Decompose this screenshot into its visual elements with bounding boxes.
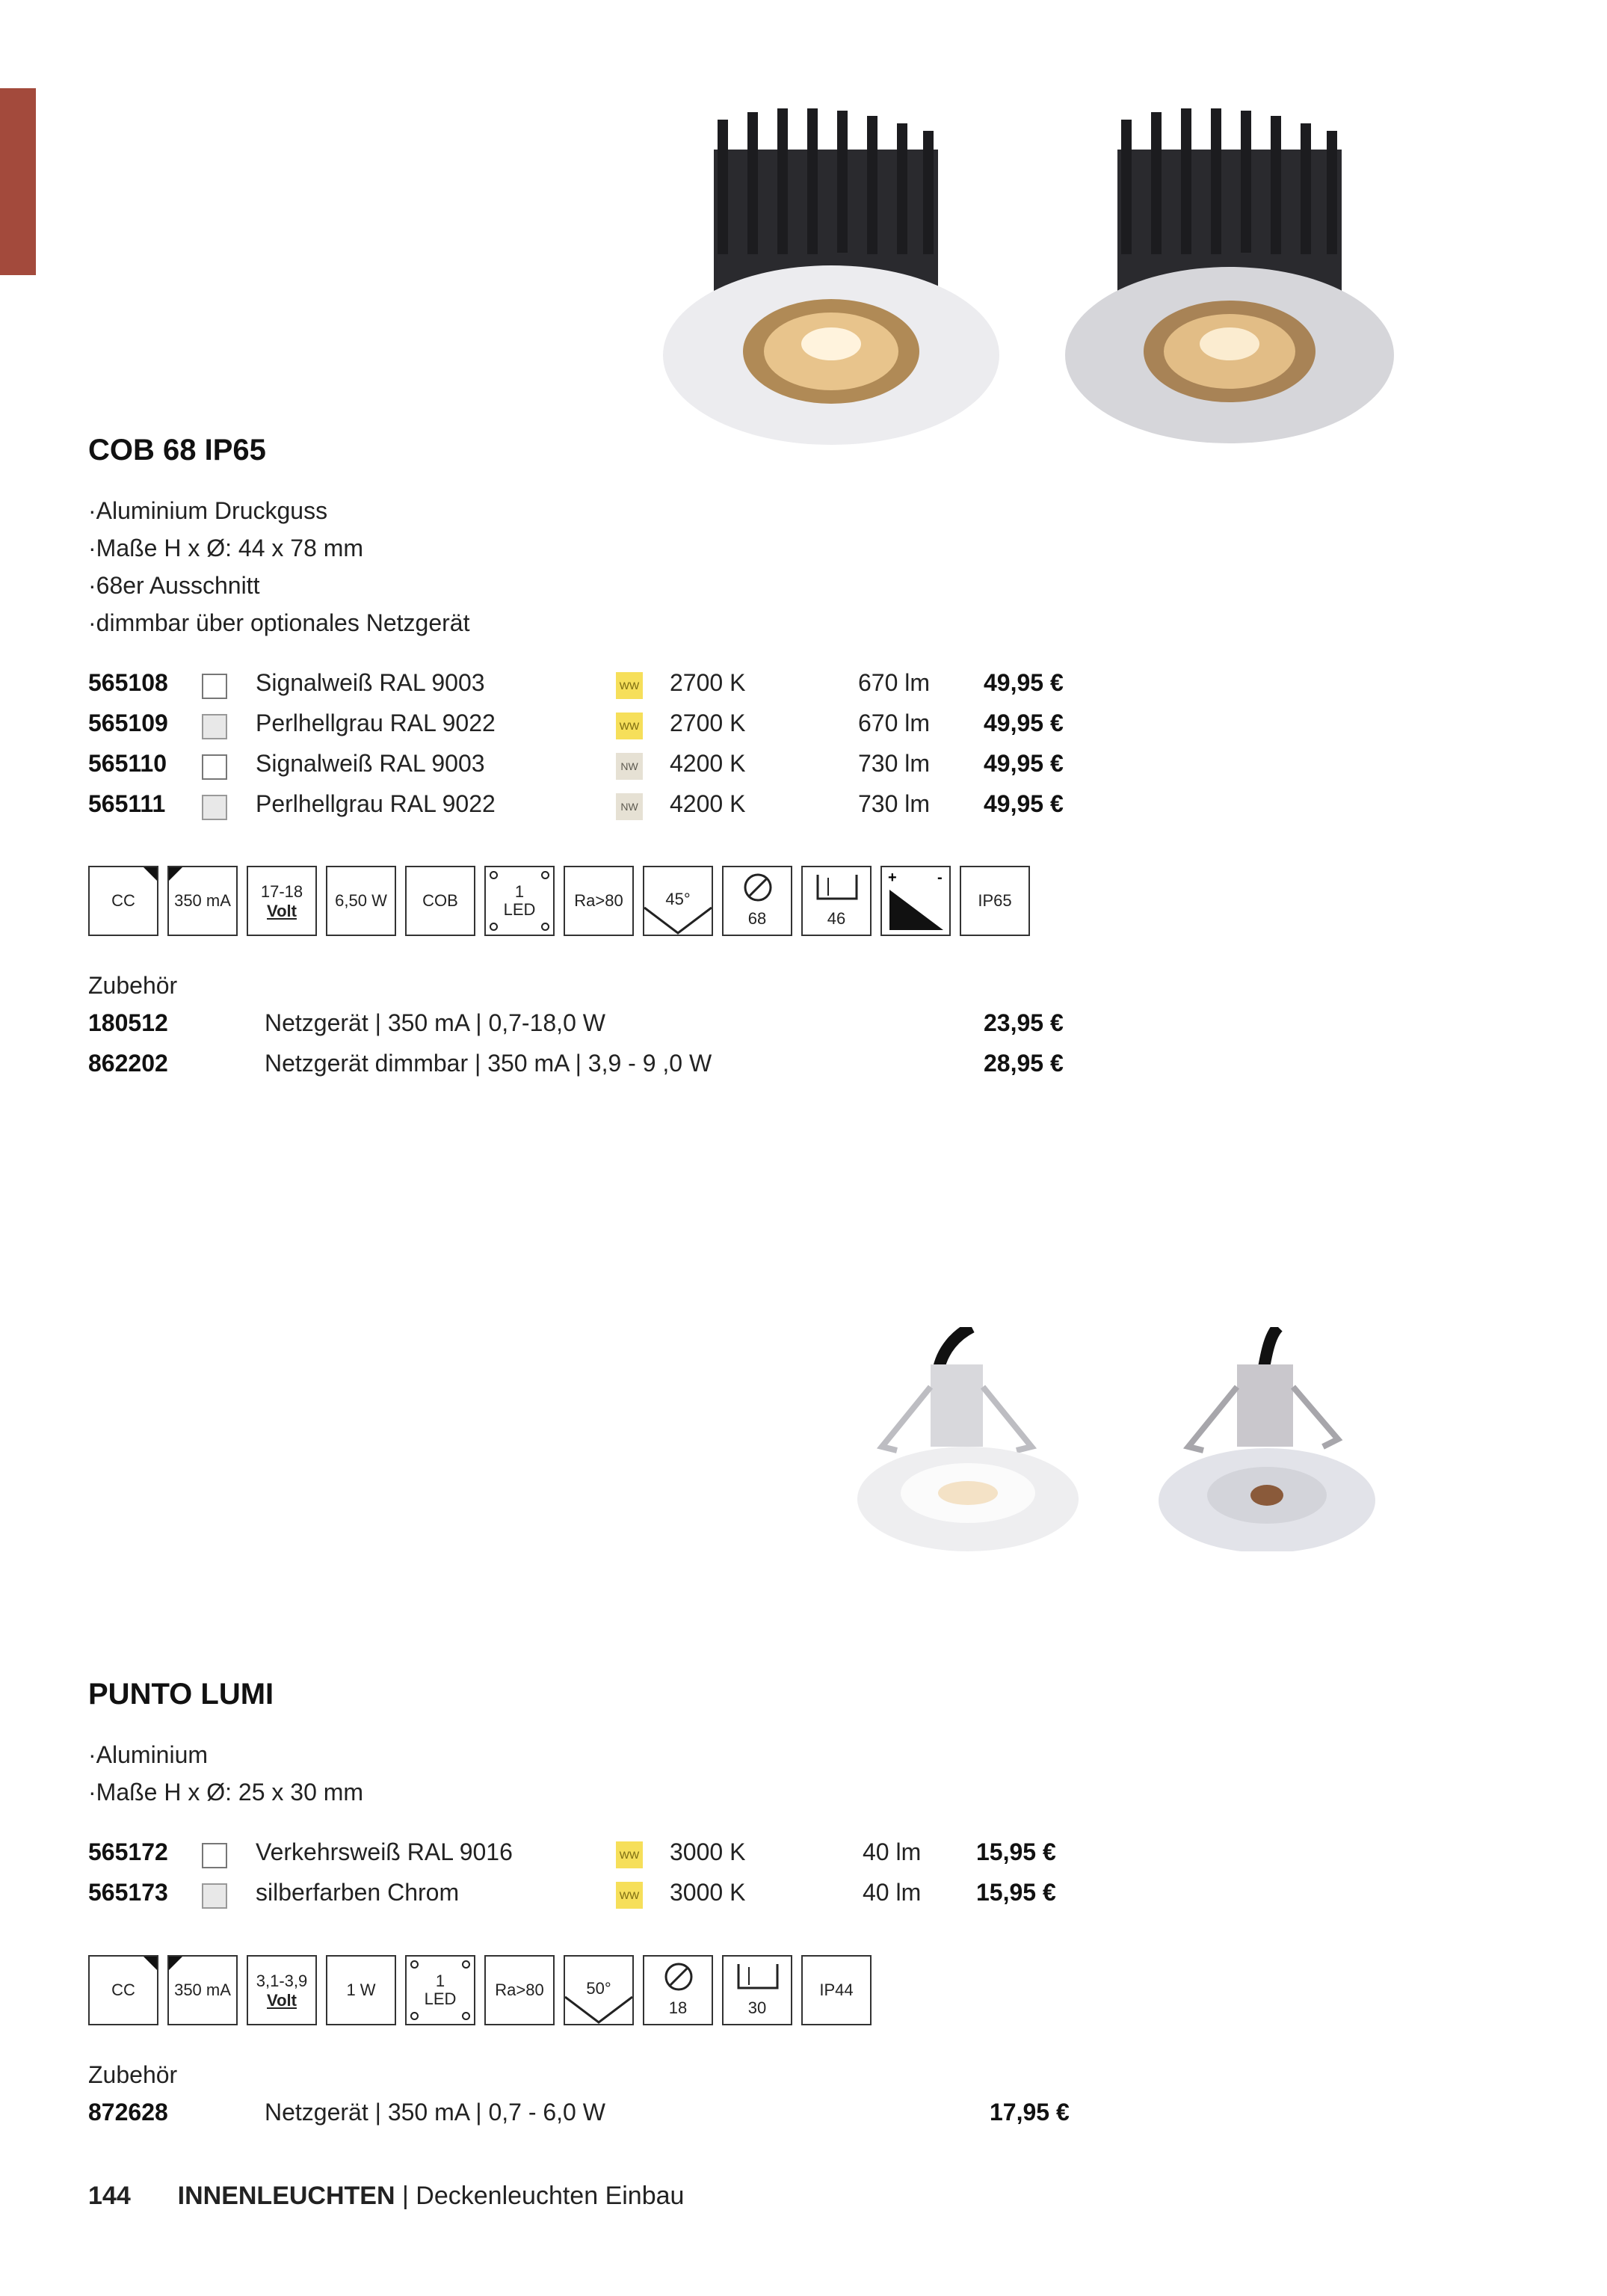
color-temperature: 4200 K	[670, 750, 746, 777]
price: 49,95 €	[984, 710, 1064, 736]
feature-item: · Aluminium Druckguss	[88, 492, 469, 529]
wattage-icon: 1 W	[326, 1955, 396, 2025]
lamp-white-image	[663, 108, 999, 445]
spec-icons	[88, 1955, 910, 2027]
current-icon: 350 mA	[167, 1955, 238, 2025]
led-count-icon: 1 LED	[484, 866, 555, 936]
voltage-icon: 3,1-3,9 Volt	[247, 1955, 317, 2025]
lamp-white-image	[857, 1327, 1079, 1551]
article-number: 565172	[88, 1838, 168, 1865]
article-number: 862202	[88, 1050, 168, 1077]
luminous-flux: 730 lm	[858, 750, 931, 777]
ip-rating-icon: IP65	[960, 866, 1030, 936]
feature-item: · dimmbar über optionales Netzgerät	[88, 604, 469, 641]
luminous-flux: 40 lm	[863, 1879, 922, 1906]
current-icon: 350 mA	[167, 866, 238, 936]
luminous-flux: 670 lm	[858, 669, 931, 696]
color-name: Signalweiß RAL 9003	[256, 750, 485, 777]
light-color-tag: WW	[616, 1882, 643, 1909]
accessory-description: Netzgerät dimmbar | 350 mA | 3,9 - 9 ,0 W	[265, 1050, 712, 1077]
depth-icon: 30	[722, 1955, 792, 2025]
color-temperature: 4200 K	[670, 790, 746, 817]
ip-rating-icon: IP44	[801, 1955, 872, 2025]
color-name: Perlhellgrau RAL 9022	[256, 710, 496, 736]
color-name: Signalweiß RAL 9003	[256, 669, 485, 696]
feature-item: · Aluminium	[88, 1736, 363, 1773]
price: 17,95 €	[990, 2099, 1070, 2126]
variant-row	[88, 790, 1135, 831]
product-title: PUNTO LUMI	[88, 1678, 274, 1711]
price: 15,95 €	[976, 1838, 1056, 1865]
accessory-row	[88, 2099, 1135, 2139]
dimmable-icon	[880, 866, 951, 936]
price: 23,95 €	[984, 1009, 1064, 1036]
price: 49,95 €	[984, 750, 1064, 777]
accessory-row	[88, 1009, 1135, 1050]
accessory-label: Zubehör	[88, 2061, 178, 2088]
product-title: COB 68 IP65	[88, 434, 266, 467]
price: 49,95 €	[984, 669, 1064, 696]
cc-icon: CC	[88, 1955, 158, 2025]
light-color-tag: WW	[616, 1841, 643, 1868]
variant-row	[88, 710, 1135, 750]
feature-item: · Maße H x Ø: 44 x 78 mm	[88, 529, 469, 567]
article-number: 565173	[88, 1879, 168, 1906]
variant-row	[88, 1838, 1135, 1879]
color-name: Perlhellgrau RAL 9022	[256, 790, 496, 817]
cutout-icon: 68	[722, 866, 792, 936]
article-number: 565109	[88, 710, 168, 736]
section-name: INNENLEUCHTEN	[177, 2182, 395, 2210]
feature-list	[88, 492, 469, 641]
variant-row	[88, 750, 1135, 790]
color-temperature: 3000 K	[670, 1879, 746, 1906]
footer-separator: |	[402, 2182, 409, 2210]
color-swatch	[202, 1883, 227, 1909]
article-number: 872628	[88, 2099, 168, 2126]
luminous-flux: 670 lm	[858, 710, 931, 736]
subsection-name: Deckenleuchten Einbau	[416, 2182, 685, 2210]
depth-icon: 46	[801, 866, 872, 936]
voltage-icon: 17-18 Volt	[247, 866, 317, 936]
light-color-tag: WW	[616, 672, 643, 699]
variant-row	[88, 1879, 1135, 1919]
light-color-tag: WW	[616, 713, 643, 739]
beam-angle-icon: 50°	[564, 1955, 634, 2025]
color-name: Verkehrsweiß RAL 9016	[256, 1838, 513, 1865]
article-number: 565110	[88, 750, 167, 777]
color-swatch	[202, 674, 227, 699]
accessory-row	[88, 1050, 1135, 1090]
accessory-label: Zubehör	[88, 972, 178, 999]
accessory-description: Netzgerät | 350 mA | 0,7 - 6,0 W	[265, 2099, 605, 2126]
feature-item: · 68er Ausschnitt	[88, 567, 469, 604]
article-number: 565111	[88, 790, 166, 817]
cc-icon: CC	[88, 866, 158, 936]
led-count-icon: 1 LED	[405, 1955, 475, 2025]
page-footer	[88, 2182, 684, 2211]
cri-icon: Ra>80	[564, 866, 634, 936]
color-swatch	[202, 714, 227, 739]
section-tab	[0, 88, 36, 275]
product-image-cob68	[658, 105, 1450, 493]
color-temperature: 3000 K	[670, 1838, 746, 1865]
luminous-flux: 730 lm	[858, 790, 931, 817]
price: 28,95 €	[984, 1050, 1064, 1077]
lamp-chrome-image	[1159, 1327, 1375, 1551]
color-temperature: 2700 K	[670, 669, 746, 696]
color-swatch	[202, 795, 227, 820]
cutout-icon: 18	[643, 1955, 713, 2025]
article-number: 180512	[88, 1009, 168, 1036]
light-color-tag: NW	[616, 753, 643, 780]
light-color-tag: NW	[616, 793, 643, 820]
svg-text:+: +	[888, 870, 897, 886]
color-temperature: 2700 K	[670, 710, 746, 736]
variant-row	[88, 669, 1135, 710]
luminous-flux: 40 lm	[863, 1838, 922, 1865]
price: 49,95 €	[984, 790, 1064, 817]
feature-item: · Maße H x Ø: 25 x 30 mm	[88, 1773, 363, 1811]
cob-icon: COB	[405, 866, 475, 936]
color-swatch	[202, 754, 227, 780]
svg-text:-: -	[937, 870, 943, 886]
article-number: 565108	[88, 669, 168, 696]
beam-angle-icon: 45°	[643, 866, 713, 936]
price: 15,95 €	[976, 1879, 1056, 1906]
wattage-icon: 6,50 W	[326, 866, 396, 936]
spec-icons	[88, 866, 1060, 938]
page-number: 144	[88, 2182, 131, 2210]
cri-icon: Ra>80	[484, 1955, 555, 2025]
lamp-grey-image	[1065, 108, 1394, 443]
color-swatch	[202, 1843, 227, 1868]
accessory-description: Netzgerät | 350 mA | 0,7-18,0 W	[265, 1009, 605, 1036]
color-name: silberfarben Chrom	[256, 1879, 460, 1906]
feature-list	[88, 1736, 363, 1811]
product-image-punto-lumi	[852, 1327, 1390, 1551]
